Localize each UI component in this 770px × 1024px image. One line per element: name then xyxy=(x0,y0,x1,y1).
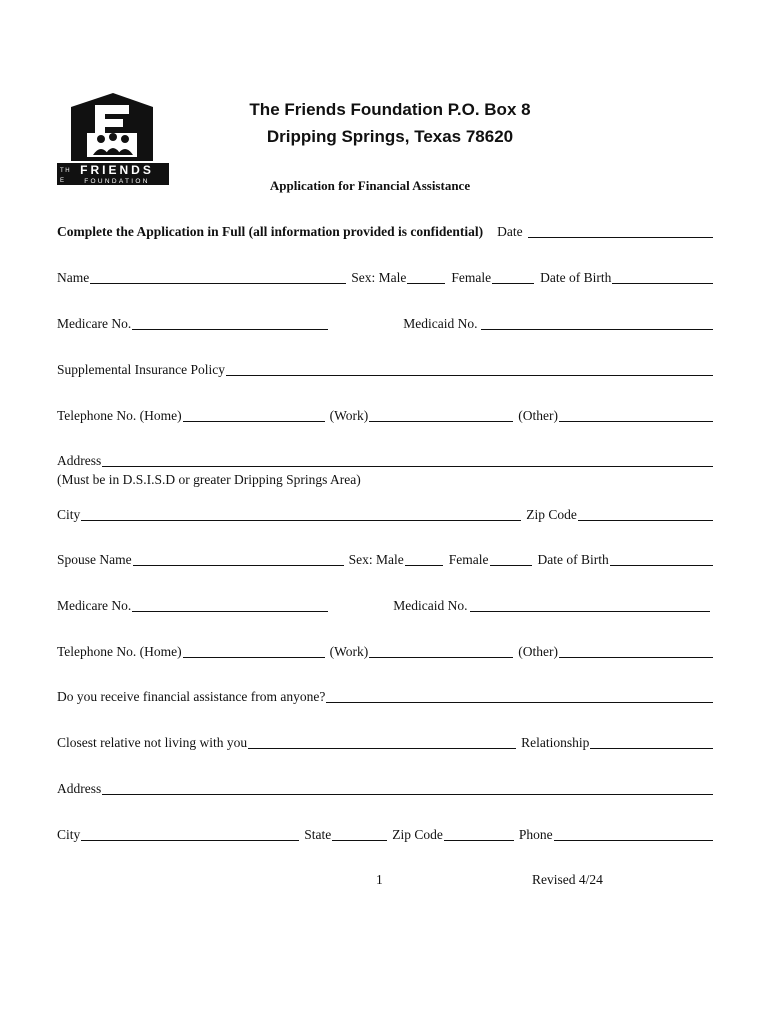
relative-address-field[interactable] xyxy=(102,781,713,795)
medicare-field[interactable] xyxy=(132,316,328,330)
spouse-female-field[interactable] xyxy=(490,552,532,566)
friends-foundation-logo xyxy=(57,93,169,189)
spouse-medicare-label: Medicare No. xyxy=(57,598,132,613)
phone-label: Phone xyxy=(518,827,553,842)
revision-note: Revised 4/24 xyxy=(532,872,603,887)
spouse-medicare-row xyxy=(57,596,714,614)
logo-word-top: FRIENDS xyxy=(80,163,154,177)
zip-label: Zip Code xyxy=(526,507,577,522)
address-label: Address xyxy=(57,453,102,468)
tel-home-field[interactable] xyxy=(183,408,325,422)
medicaid-label: Medicaid No. xyxy=(403,316,478,331)
closest-relative-field[interactable] xyxy=(248,735,516,749)
logo-side-bottom: E xyxy=(60,178,65,184)
date-label: Date xyxy=(497,224,523,239)
relative-zip-field[interactable] xyxy=(444,827,514,841)
relative-address-label: Address xyxy=(57,781,102,796)
logo-word-bottom: FOUNDATION xyxy=(84,178,150,185)
name-label: Name xyxy=(57,270,90,285)
org-name: The Friends Foundation P.O. Box 8 xyxy=(249,100,531,119)
relative-address-row xyxy=(57,779,714,797)
medicaid-field[interactable] xyxy=(481,316,713,330)
female-label: Female xyxy=(451,270,492,285)
relative-city-label: City xyxy=(57,827,81,842)
tel-other-label: (Other) xyxy=(518,408,559,423)
spouse-female-label: Female xyxy=(448,552,489,567)
spouse-medicare-field[interactable] xyxy=(132,598,328,612)
spouse-row xyxy=(57,550,714,568)
spouse-name-label: Spouse Name xyxy=(57,552,132,567)
spouse-medicaid-label: Medicaid No. xyxy=(393,598,468,613)
spouse-sex-male-field[interactable] xyxy=(405,552,443,566)
spouse-tel-work-field[interactable] xyxy=(369,644,513,658)
address-note: (Must be in D.S.I.S.D or greater Dripping Springs Area) xyxy=(57,472,361,487)
telephone-row xyxy=(57,406,714,424)
spouse-telephone-row xyxy=(57,642,714,660)
city-row xyxy=(57,505,714,523)
address-field[interactable] xyxy=(102,453,713,467)
tel-work-label: (Work) xyxy=(329,408,369,423)
name-row xyxy=(57,268,714,286)
tel-home-label: Telephone No. (Home) xyxy=(57,408,182,423)
name-field[interactable] xyxy=(90,270,346,284)
page-number: 1 xyxy=(376,872,383,887)
closest-relative-label: Closest relative not living with you xyxy=(57,735,248,750)
relative-city-row xyxy=(57,825,714,843)
spouse-tel-home-field[interactable] xyxy=(183,644,325,658)
supplemental-field[interactable] xyxy=(226,362,713,376)
spouse-name-field[interactable] xyxy=(133,552,344,566)
medicare-label: Medicare No. xyxy=(57,316,132,331)
logo-side-top: T H xyxy=(60,168,70,174)
relationship-field[interactable] xyxy=(590,735,713,749)
relative-row xyxy=(57,733,714,751)
financial-row xyxy=(57,687,714,705)
state-field[interactable] xyxy=(332,827,387,841)
intro-row xyxy=(57,222,714,240)
dob-label: Date of Birth xyxy=(540,270,612,285)
spouse-tel-other-label: (Other) xyxy=(518,644,559,659)
sex-male-field[interactable] xyxy=(407,270,445,284)
dob-field[interactable] xyxy=(612,270,713,284)
intro-text: Complete the Application in Full (all information provided is confidential) xyxy=(57,224,484,239)
address-row xyxy=(57,451,714,469)
supplemental-label: Supplemental Insurance Policy xyxy=(57,362,225,377)
tel-other-field[interactable] xyxy=(559,408,713,422)
phone-field[interactable] xyxy=(554,827,713,841)
spouse-dob-label: Date of Birth xyxy=(537,552,609,567)
tel-work-field[interactable] xyxy=(369,408,513,422)
spouse-tel-home-label: Telephone No. (Home) xyxy=(57,644,182,659)
city-label: City xyxy=(57,507,81,522)
spouse-dob-field[interactable] xyxy=(610,552,713,566)
spouse-tel-work-label: (Work) xyxy=(329,644,369,659)
relative-city-field[interactable] xyxy=(81,827,299,841)
medicare-row xyxy=(57,314,714,332)
relative-zip-label: Zip Code xyxy=(392,827,443,842)
female-field[interactable] xyxy=(492,270,534,284)
supplemental-row xyxy=(57,360,714,378)
financial-question-field[interactable] xyxy=(326,689,713,703)
financial-question-label: Do you receive financial assistance from anyone? xyxy=(57,689,326,704)
state-label: State xyxy=(304,827,332,842)
spouse-tel-other-field[interactable] xyxy=(559,644,713,658)
city-field[interactable] xyxy=(81,507,521,521)
zip-field[interactable] xyxy=(578,507,713,521)
date-field[interactable] xyxy=(528,224,713,238)
relationship-label: Relationship xyxy=(521,735,590,750)
sex-male-label: Sex: Male xyxy=(351,270,407,285)
spouse-medicaid-field[interactable] xyxy=(470,598,710,612)
form-title: Application for Financial Assistance xyxy=(269,178,471,193)
org-address: Dripping Springs, Texas 78620 xyxy=(266,127,514,146)
spouse-sex-male-label: Sex: Male xyxy=(348,552,404,567)
